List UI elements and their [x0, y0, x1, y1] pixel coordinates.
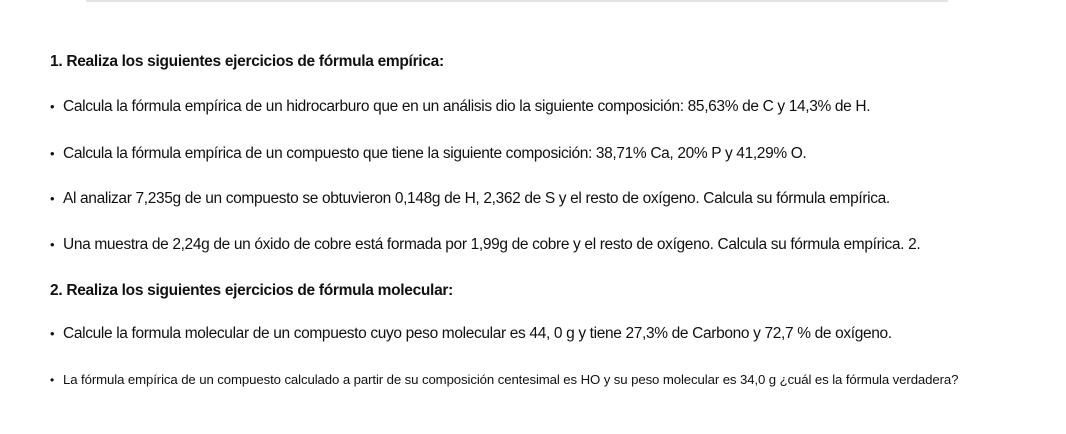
- exercise-text: Una muestra de 2,24g de un óxido de cobre está formada por 1,99g de cobre y el resto de oxígeno. Calcula su fórmula empírica. 2.: [63, 236, 921, 253]
- exercise-text: Al analizar 7,235g de un compuesto se obtuvieron 0,148g de H, 2,362 de S y el resto de oxígeno. Calcula su fórmula empírica.: [63, 190, 890, 207]
- bullet: •: [50, 237, 55, 252]
- exercise-text: Calcula la fórmula empírica de un compuesto que tiene la siguiente composición: 38,71% Ca, 20% P y 41,29% O.: [63, 145, 807, 162]
- bullet: •: [50, 373, 55, 387]
- exercise-text: Calcule la formula molecular de un compuesto cuyo peso molecular es 44, 0 g y tiene 27,3% de Carbono y 72,7 % de oxígeno.: [63, 325, 892, 342]
- bullet: •: [50, 326, 55, 341]
- section-2-heading: 2. Realiza los siguientes ejercicios de fórmula molecular:: [50, 282, 453, 299]
- section-1-heading: 1. Realiza los siguientes ejercicios de fórmula empírica:: [50, 53, 444, 70]
- bullet: •: [50, 99, 55, 114]
- exercise-text: La fórmula empírica de un compuesto calculado a partir de su composición centesimal es HO y su peso molecular es 34,0 g ¿cuál es la fórmula verdadera?: [63, 372, 959, 387]
- exercise-2-2: [50, 371, 1006, 389]
- exercise-1-2: [50, 145, 806, 163]
- exercise-1-1: [50, 98, 870, 116]
- exercise-1-3: [50, 190, 890, 208]
- exercise-1-4: [50, 236, 920, 254]
- bullet: •: [50, 146, 55, 161]
- exercise-2-1: [50, 325, 892, 343]
- top-divider: [86, 0, 948, 2]
- bullet: •: [50, 191, 55, 206]
- exercise-text: Calcula la fórmula empírica de un hidrocarburo que en un análisis dio la siguiente composición: 85,63% de C y 14,3% de H.: [63, 98, 871, 115]
